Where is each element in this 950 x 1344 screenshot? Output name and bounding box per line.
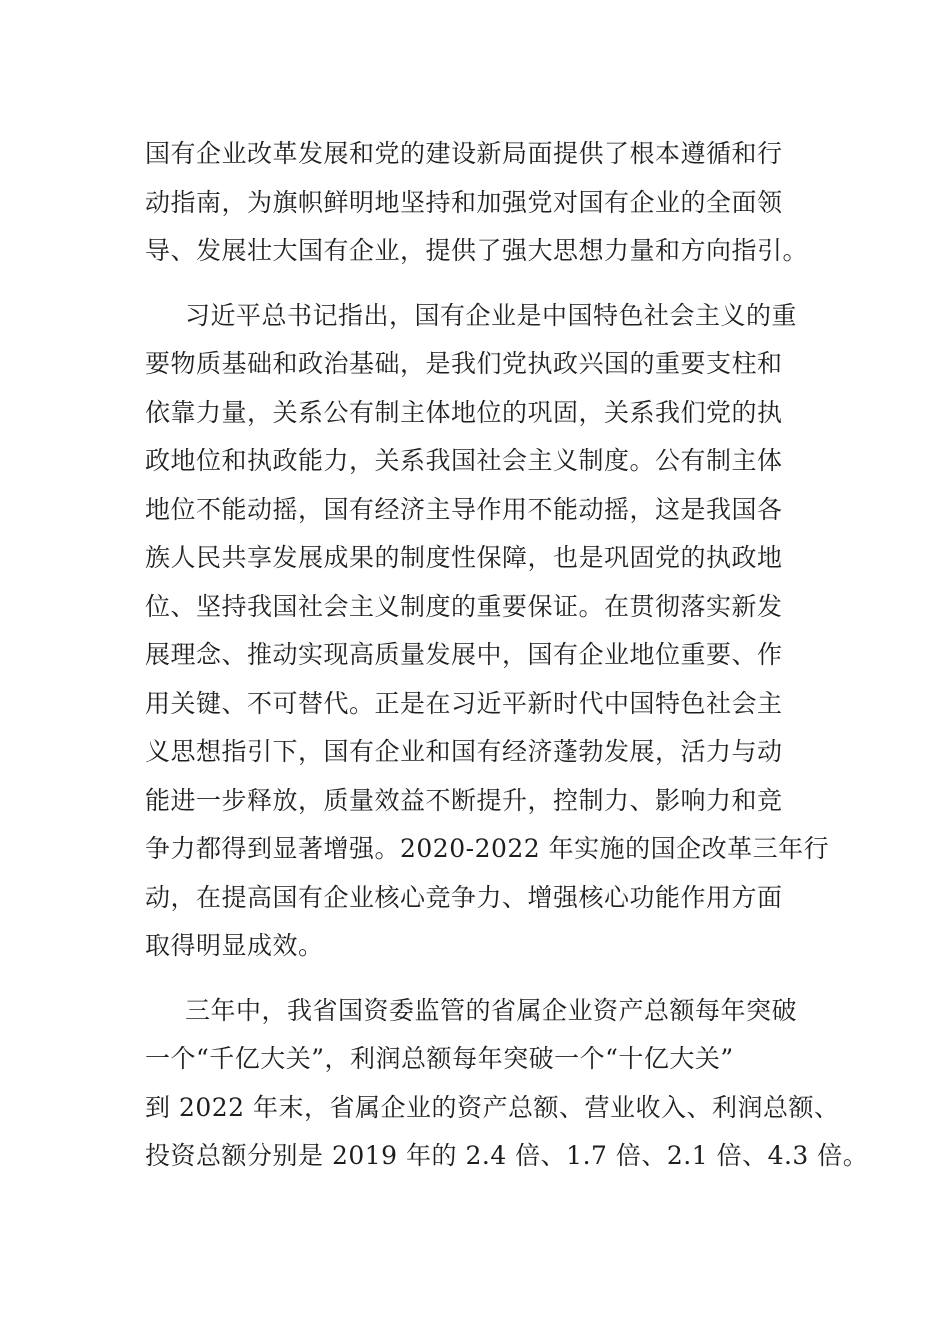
paragraph-1-line-2: 动指南，为旗帜鲜明地坚持和加强党对国有企业的全面领 — [145, 188, 783, 217]
paragraph-2-line-9: 用关键、不可替代。正是在习近平新时代中国特色社会主 — [145, 689, 783, 718]
paragraph-2-line-3: 依靠力量，关系公有制主体地位的巩固，关系我们党的执 — [145, 398, 783, 427]
body-text — [145, 0, 869, 1344]
paragraph-2-line-12: 争力都得到显著增强。2020-2022 年实施的国企改革三年行 — [145, 834, 830, 863]
paragraph-2-line-8: 展理念、推动实现高质量发展中，国有企业地位重要、作 — [145, 640, 783, 669]
paragraph-2-line-6: 族人民共享发展成果的制度性保障，也是巩固党的执政地 — [145, 543, 783, 572]
paragraph-2-line-4: 政地位和执政能力，关系我国社会主义制度。公有制主体 — [145, 446, 783, 475]
paragraph-1-line-1: 国有企业改革发展和党的建设新局面提供了根本遵循和行 — [145, 139, 783, 168]
paragraph-2-line-2: 要物质基础和政治基础，是我们党执政兴国的重要支柱和 — [145, 349, 783, 378]
paragraph-2-line-11: 能进一步释放，质量效益不断提升，控制力、影响力和竞 — [145, 786, 783, 815]
paragraph-2-line-14: 取得明显成效。 — [145, 931, 324, 960]
paragraph-3-line-4: 投资总额分别是 2019 年的 2.4 倍、1.7 倍、2.1 倍、4.3 倍。 — [145, 1141, 869, 1170]
paragraph-2-line-10: 义思想指引下，国有企业和国有经济蓬勃发展，活力与动 — [145, 737, 783, 766]
paragraph-2-line-5: 地位不能动摇，国有经济主导作用不能动摇，这是我国各 — [145, 495, 783, 524]
paragraph-3-line-3: 到 2022 年末，省属企业的资产总额、营业收入、利润总额、 — [145, 1093, 840, 1122]
paragraph-3-line-1: 三年中，我省国资委监管的省属企业资产总额每年突破 — [185, 996, 798, 1025]
paragraph-2-line-7: 位、坚持我国社会主义制度的重要保证。在贯彻落实新发 — [145, 592, 783, 621]
paragraph-3-line-2: 一个“千亿大关”，利润总额每年突破一个“十亿大关” — [145, 1044, 734, 1073]
paragraph-2-line-13: 动，在提高国有企业核心竞争力、增强核心功能作用方面 — [145, 883, 783, 912]
paragraph-2-line-1: 习近平总书记指出，国有企业是中国特色社会主义的重 — [185, 301, 798, 330]
paragraph-1-line-3: 导、发展壮大国有企业，提供了强大思想力量和方向指引。 — [145, 236, 809, 265]
